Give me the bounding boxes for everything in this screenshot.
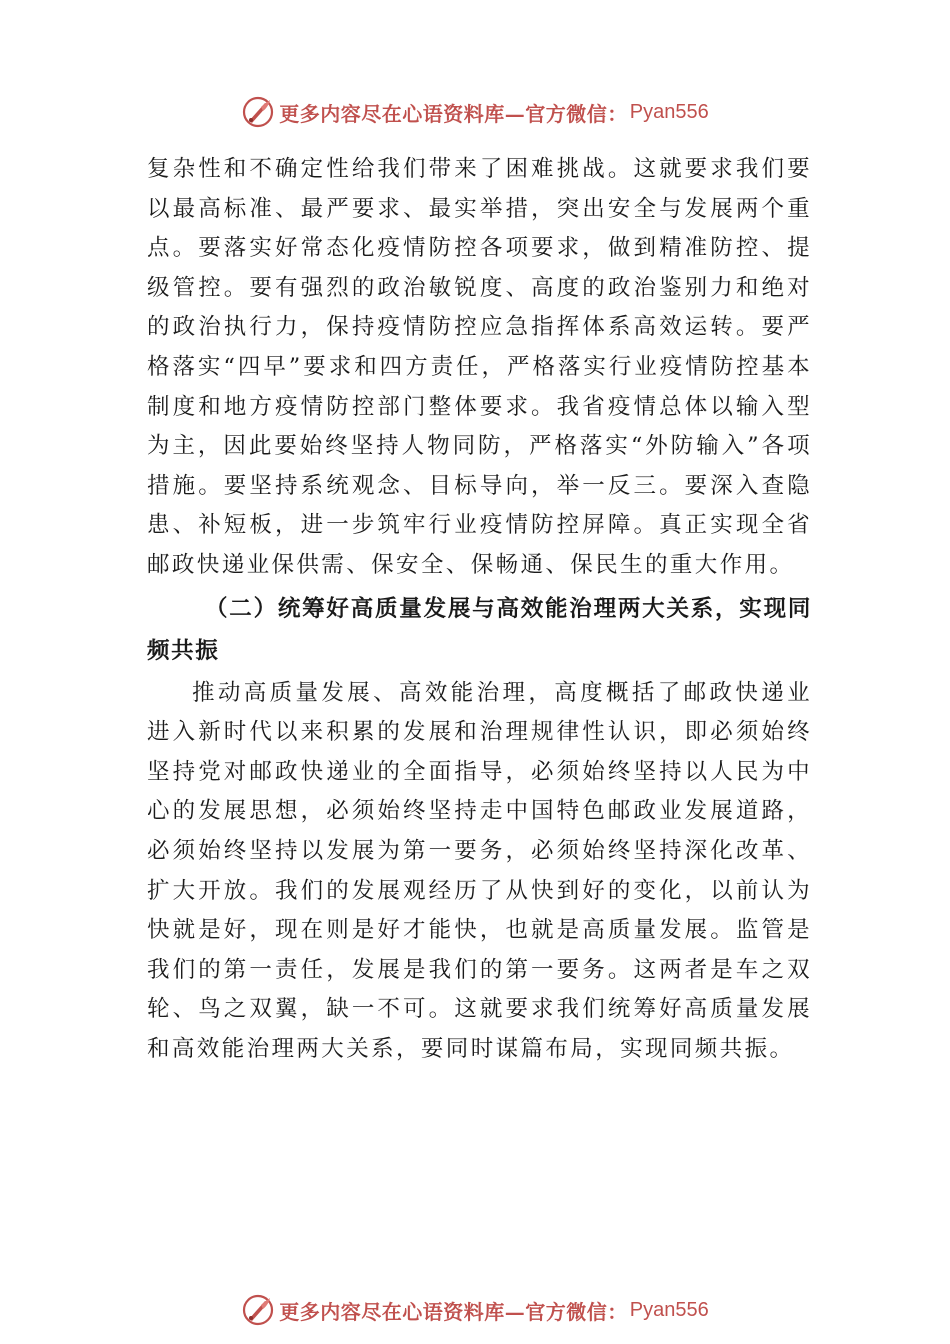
footer-banner-text: 更多内容尽在心语资料库—官方微信： xyxy=(279,1299,628,1324)
quill-logo-icon xyxy=(241,1293,275,1327)
paragraph-2: 推动高质量发展、高效能治理，高度概括了邮政快递业进入新时代以来积累的发展和治理规律性认识，即必须始终坚持党对邮政快递业的全面指导，必须始终坚持以人民为中心的发展思想，必须始终坚持走中国特色邮政业发展道路，必须始终坚持以发展为第一要务，必须始终坚持深化改革、扩大开放。我们的发展观经历了从快到好的变化，以前认为快就是好，现在则是好才能快，也就是高质量发展。监管是我们的第一责任，发展是我们的第一要务。这两者是车之双轮、鸟之双翼，缺一不可。这就要求我们统筹好高质量发展和高效能治理两大关系，要同时谋篇布局，实现同频共振。 xyxy=(147,679,812,1062)
quill-logo-icon xyxy=(241,95,275,129)
header-banner xyxy=(0,92,950,132)
section-heading-2: （二）统筹好高质量发展与高效能治理两大关系，实现同频共振 xyxy=(147,595,812,664)
document-body xyxy=(147,150,812,1069)
footer-banner xyxy=(0,1290,950,1330)
paragraph-1: 复杂性和不确定性给我们带来了困难挑战。这就要求我们要以最高标准、最严要求、最实举措，突出安全与发展两个重点。要落实好常态化疫情防控各项要求，做到精准防控、提级管控。要有强烈的政治敏锐度、高度的政治鉴别力和绝对的政治执行力，保持疫情防控应急指挥体系高效运转。要严格落实“四早”要求和四方责任，严格落实行业疫情防控基本制度和地方疫情防控部门整体要求。我省疫情总体以输入型为主，因此要始终坚持人物同防，严格落实“外防输入”各项措施。要坚持系统观念、目标导向，举一反三。要深入查隐患、补短板，进一步筑牢行业疫情防控屏障。真正实现全省邮政快递业保供需、保安全、保畅通、保民生的重大作用。 xyxy=(147,156,812,578)
footer-wechat-handle: Pyan556 xyxy=(629,1298,709,1321)
header-banner-text: 更多内容尽在心语资料库—官方微信： xyxy=(279,101,628,126)
header-wechat-handle: Pyan556 xyxy=(629,100,709,123)
